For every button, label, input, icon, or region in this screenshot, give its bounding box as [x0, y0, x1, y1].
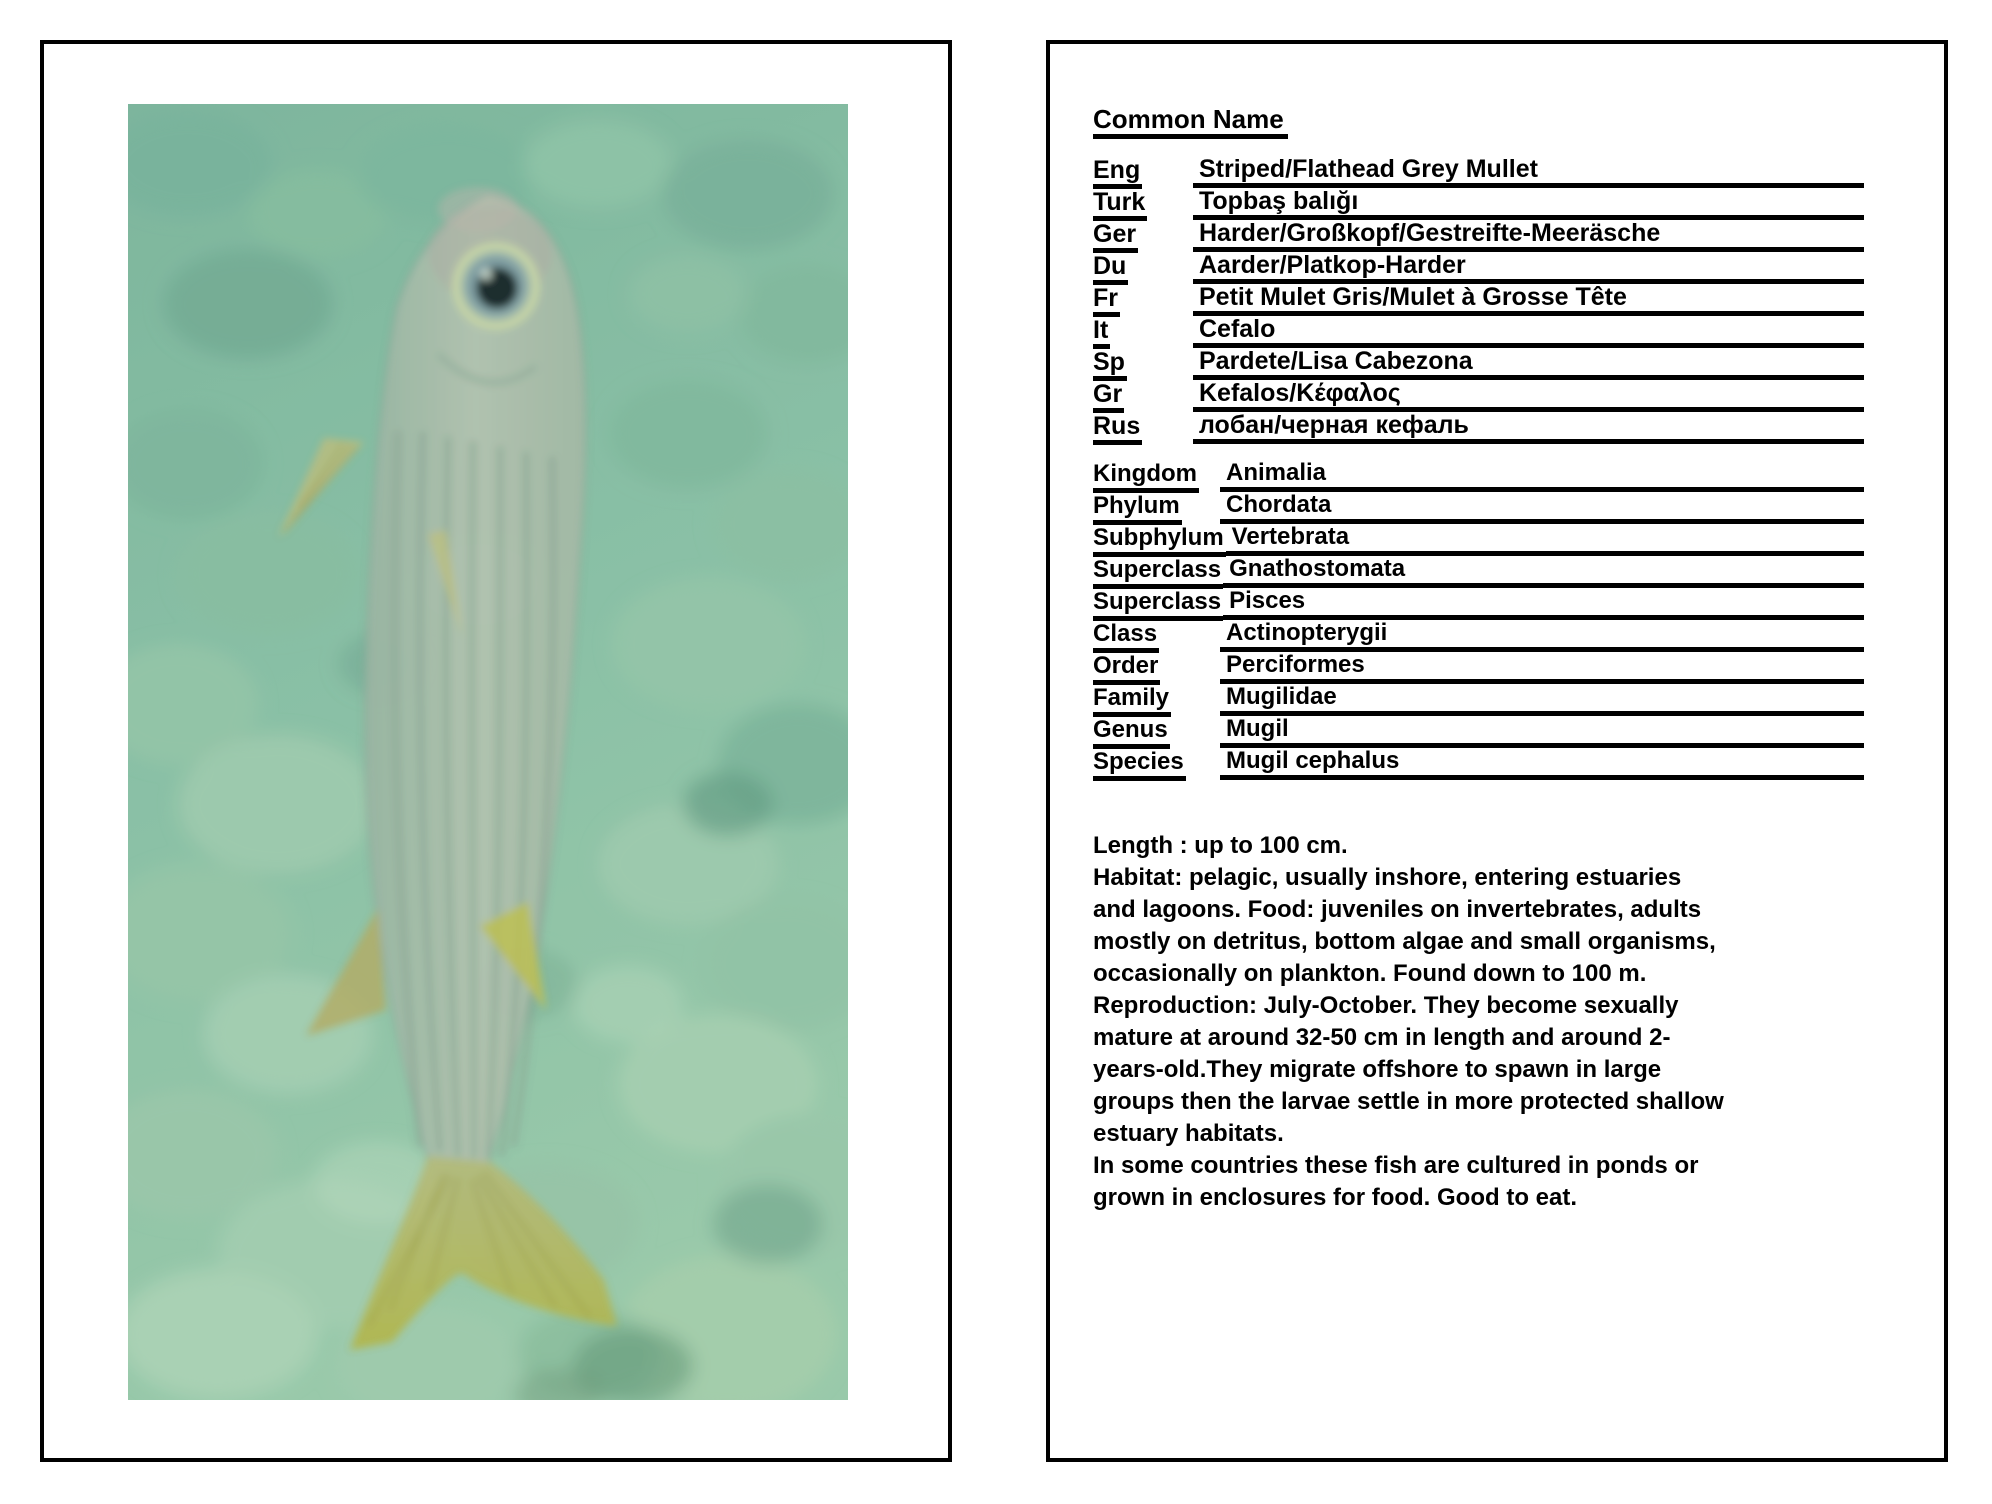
common-name-value: лобан/черная кефаль [1193, 412, 1864, 444]
taxonomy-value: Vertebrata [1226, 524, 1864, 556]
taxonomy-row [1093, 748, 1864, 780]
taxonomy-value: Perciformes [1220, 652, 1864, 684]
common-name-row [1093, 380, 1864, 412]
common-name-value: Striped/Flathead Grey Mullet [1193, 156, 1864, 188]
common-name-row [1093, 188, 1864, 220]
taxonomy-rank: Phylum [1093, 493, 1182, 525]
taxonomy-row [1093, 588, 1864, 620]
common-name-row [1093, 156, 1864, 188]
description-line: Reproduction: July-October. They become sexually [1093, 992, 1679, 1019]
description-line: Length : up to 100 cm. [1093, 832, 1348, 859]
description-line: years-old.They migrate offshore to spawn in large [1093, 1056, 1662, 1083]
language-code: Rus [1093, 413, 1142, 445]
language-code: Sp [1093, 349, 1127, 381]
common-name-value: Kefalos/Κέφαλος [1193, 380, 1864, 412]
common-name-row [1093, 412, 1864, 444]
language-code-cell [1093, 252, 1193, 284]
language-code-cell [1093, 220, 1193, 252]
taxonomy-value: Mugil cephalus [1220, 748, 1864, 780]
language-code: Gr [1093, 381, 1124, 413]
taxonomy-rank: Kingdom [1093, 461, 1199, 493]
taxonomy-rank-cell [1093, 492, 1220, 524]
language-code: Fr [1093, 285, 1120, 317]
description-line: grown in enclosures for food. Good to eat. [1093, 1184, 1578, 1211]
common-name-value: Cefalo [1193, 316, 1864, 348]
taxonomy-rank: Class [1093, 621, 1159, 653]
left-page [40, 40, 952, 1462]
taxonomy-row [1093, 460, 1864, 492]
taxonomy-rank: Superclass [1093, 557, 1223, 589]
common-name-value: Petit Mulet Gris/Mulet à Grosse Tête [1193, 284, 1864, 316]
common-name-heading: Common Name [1093, 106, 1288, 139]
taxonomy-rank: Subphylum [1093, 525, 1226, 557]
common-name-row [1093, 220, 1864, 252]
taxonomy-row [1093, 556, 1864, 588]
taxonomy-row [1093, 716, 1864, 748]
taxonomy-section [1093, 460, 1864, 780]
taxonomy-value: Mugilidae [1220, 684, 1864, 716]
language-code-cell [1093, 380, 1193, 412]
taxonomy-row [1093, 492, 1864, 524]
taxonomy-rank: Family [1093, 685, 1171, 717]
left-page-inner [44, 44, 948, 1458]
language-code: Eng [1093, 157, 1142, 189]
language-code-cell [1093, 188, 1193, 220]
language-code-cell [1093, 156, 1193, 188]
taxonomy-rank-cell [1093, 620, 1220, 652]
taxonomy-rank: Species [1093, 749, 1186, 781]
taxonomy-value: Mugil [1220, 716, 1864, 748]
language-code-cell [1093, 348, 1193, 380]
taxonomy-rank-cell [1093, 748, 1220, 780]
language-code-cell [1093, 284, 1193, 316]
taxonomy-rank-cell [1093, 588, 1223, 620]
common-name-row [1093, 252, 1864, 284]
taxonomy-value: Actinopterygii [1220, 620, 1864, 652]
language-code: Du [1093, 253, 1128, 285]
common-name-value: Topbaş balığı [1193, 188, 1864, 220]
description-line: and lagoons. Food: juveniles on invertebrates, adults [1093, 896, 1702, 923]
taxonomy-rank-cell [1093, 716, 1220, 748]
taxonomy-row [1093, 620, 1864, 652]
fish-photo-illustration [128, 104, 848, 1400]
taxonomy-row [1093, 524, 1864, 556]
taxonomy-rank-cell [1093, 460, 1220, 492]
description-section [1093, 830, 1883, 1214]
description-line: groups then the larvae settle in more protected shallow [1093, 1088, 1724, 1115]
taxonomy-value: Gnathostomata [1223, 556, 1864, 588]
common-name-row [1093, 348, 1864, 380]
common-name-row [1093, 284, 1864, 316]
taxonomy-rank: Superclass [1093, 589, 1223, 621]
common-name-value: Pardete/Lisa Cabezona [1193, 348, 1864, 380]
fish-photo [128, 104, 848, 1400]
right-page [1046, 40, 1948, 1462]
description-line: In some countries these fish are cultured in ponds or [1093, 1152, 1699, 1179]
common-name-row [1093, 316, 1864, 348]
language-code: It [1093, 317, 1110, 349]
taxonomy-value: Pisces [1223, 588, 1864, 620]
taxonomy-rank-cell [1093, 684, 1220, 716]
taxonomy-row [1093, 684, 1864, 716]
description-line: occasionally on plankton. Found down to 100 m. [1093, 960, 1647, 987]
taxonomy-rank: Genus [1093, 717, 1170, 749]
description-line: Habitat: pelagic, usually inshore, entering estuaries [1093, 864, 1682, 891]
taxonomy-value: Animalia [1220, 460, 1864, 492]
language-code-cell [1093, 412, 1193, 444]
description-line: mostly on detritus, bottom algae and small organisms, [1093, 928, 1716, 955]
taxonomy-rank-cell [1093, 652, 1220, 684]
language-code: Turk [1093, 189, 1147, 221]
common-name-value: Harder/Großkopf/Gestreifte-Meeräsche [1193, 220, 1864, 252]
taxonomy-rank: Order [1093, 653, 1160, 685]
description-line: estuary habitats. [1093, 1120, 1284, 1147]
taxonomy-rank-cell [1093, 556, 1223, 588]
description-line: mature at around 32-50 cm in length and around 2- [1093, 1024, 1671, 1051]
taxonomy-row [1093, 652, 1864, 684]
common-name-section [1093, 156, 1864, 444]
language-code-cell [1093, 316, 1193, 348]
taxonomy-rank-cell [1093, 524, 1226, 556]
right-page-inner [1050, 44, 1944, 1458]
common-name-value: Aarder/Platkop-Harder [1193, 252, 1864, 284]
taxonomy-value: Chordata [1220, 492, 1864, 524]
language-code: Ger [1093, 221, 1138, 253]
